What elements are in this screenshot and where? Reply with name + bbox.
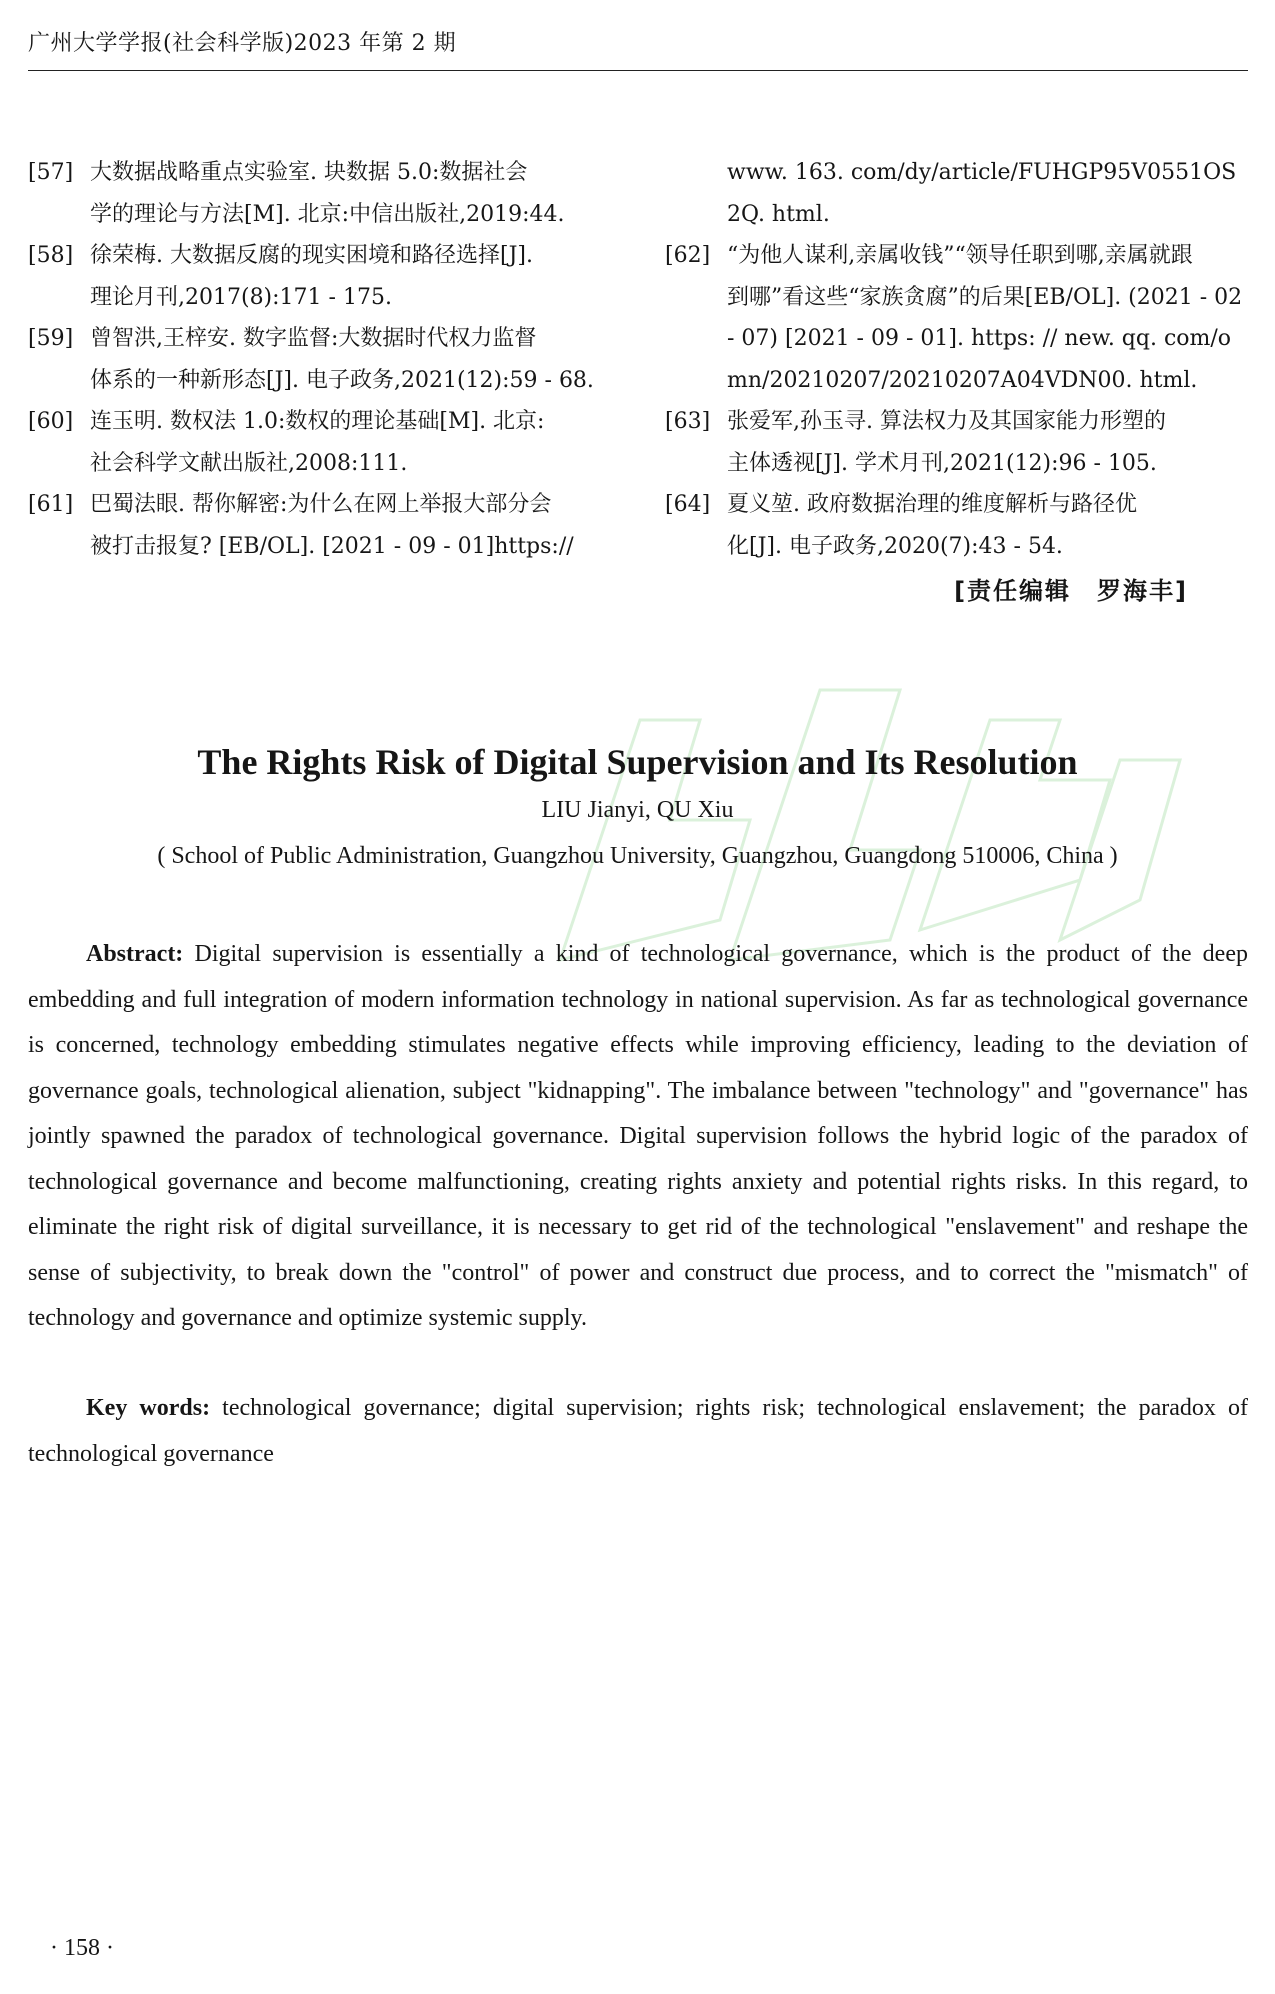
reference-first-line: “为他人谋利,亲属收钱”“领导任职到哪,亲属就跟 — [727, 243, 1193, 268]
reference-62 — [665, 235, 1250, 401]
references-left-column — [28, 152, 608, 567]
reference-number: [60] — [28, 409, 74, 434]
reference-60 — [28, 401, 608, 484]
keywords-label: Key words: — [86, 1395, 211, 1421]
english-title: The Rights Risk of Digital Supervision and Its Resolution — [197, 742, 1078, 782]
reference-number: [64] — [665, 492, 711, 517]
references-right-column — [665, 152, 1250, 613]
reference-59 — [28, 318, 608, 401]
english-abstract — [28, 932, 1248, 1342]
english-keywords — [28, 1386, 1248, 1477]
reference-64 — [665, 484, 1250, 567]
reference-number: [58] — [28, 243, 74, 268]
reference-rest: 社会科学文献出版社,2008:111. — [90, 450, 408, 476]
page-number: · 158 · — [50, 1935, 114, 1961]
reference-number: [63] — [665, 409, 711, 434]
reference-rest: 化[J]. 电子政务,2020(7):43 - 54. — [727, 533, 1063, 559]
reference-number: [59] — [28, 326, 74, 351]
reference-rest: 到哪”看这些“家族贪腐”的后果[EB/OL]. (2021 - 02 - 07) [2021 - 09 - 01]. https: // new. qq. com/omn/20210207/20210207A04VDN00. html. — [727, 284, 1243, 393]
reference-58 — [28, 235, 608, 318]
reference-number: [57] — [28, 160, 74, 185]
reference-number: [61] — [28, 492, 74, 517]
reference-number: [62] — [665, 243, 711, 268]
english-affiliation: ( School of Public Administration, Guangzhou University, Guangzhou, Guangdong 510006, China ) — [157, 843, 1118, 869]
header-rule — [28, 70, 1248, 71]
reference-57 — [28, 152, 608, 235]
abstract-label: Abstract: — [86, 941, 184, 967]
reference-rest: 体系的一种新形态[J]. 电子政务,2021(12):59 - 68. — [90, 367, 594, 393]
reference-first-line: 张爱军,孙玉寻. 算法权力及其国家能力形塑的 — [727, 409, 1166, 434]
reference-61 — [28, 484, 608, 567]
reference-rest: 被打击报复? [EB/OL]. [2021 - 09 - 01]https:// — [90, 533, 574, 559]
journal-header: 广州大学学报(社会科学版)2023 年第 2 期 — [28, 31, 457, 56]
reference-first-line: 徐荣梅. 大数据反腐的现实困境和路径选择[J]. — [90, 243, 533, 268]
reference-rest: 学的理论与方法[M]. 北京:中信出版社,2019:44. — [90, 201, 565, 227]
responsible-editor: [责任编辑 罗海丰] — [954, 577, 1188, 605]
reference-first-line: 巴蜀法眼. 帮你解密:为什么在网上举报大部分会 — [90, 492, 552, 517]
reference-rest: 主体透视[J]. 学术月刊,2021(12):96 - 105. — [727, 450, 1157, 476]
reference-63 — [665, 401, 1250, 484]
reference-first-line: 曾智洪,王梓安. 数字监督:大数据时代权力监督 — [90, 326, 537, 351]
reference-first-line: 夏义堃. 政府数据治理的维度解析与路径优 — [727, 492, 1137, 517]
abstract-text: Digital supervision is essentially a kind of technological governance, which is the product of the deep embedding and full integration of modern information technology in national supervision. As far as technological governance is concerned, technology embedding stimulates negative effects while improving efficiency, leading to the deviation of governance goals, technological alienation, subject "kidnapping". The imbalance between "technology" and "governance" has jointly spawned the paradox of technological governance. Digital supervision follows the hybrid logic of the paradox of technological governance and become malfunctioning, creating rights anxiety and potential rights risks. In this regard, to eliminate the right risk of digital surveillance, it is necessary to get rid of the technological "enslavement" and reshape the sense of subjectivity, to break down the "control" of power and construct due process, and to correct the "mismatch" of technology and governance and optimize systemic supply. — [28, 941, 1248, 1331]
reference-61-continuation: www. 163. com/dy/article/FUHGP95V0551OS2Q. html. — [727, 160, 1237, 227]
reference-rest: 理论月刊,2017(8):171 - 175. — [90, 284, 392, 310]
reference-first-line: 大数据战略重点实验室. 块数据 5.0:数据社会 — [90, 160, 528, 185]
keywords-text: technological governance; digital supervision; rights risk; technological enslavement; the paradox of technological governance — [28, 1395, 1249, 1467]
reference-first-line: 连玉明. 数权法 1.0:数权的理论基础[M]. 北京: — [90, 409, 545, 434]
english-authors: LIU Jianyi, QU Xiu — [541, 797, 734, 823]
